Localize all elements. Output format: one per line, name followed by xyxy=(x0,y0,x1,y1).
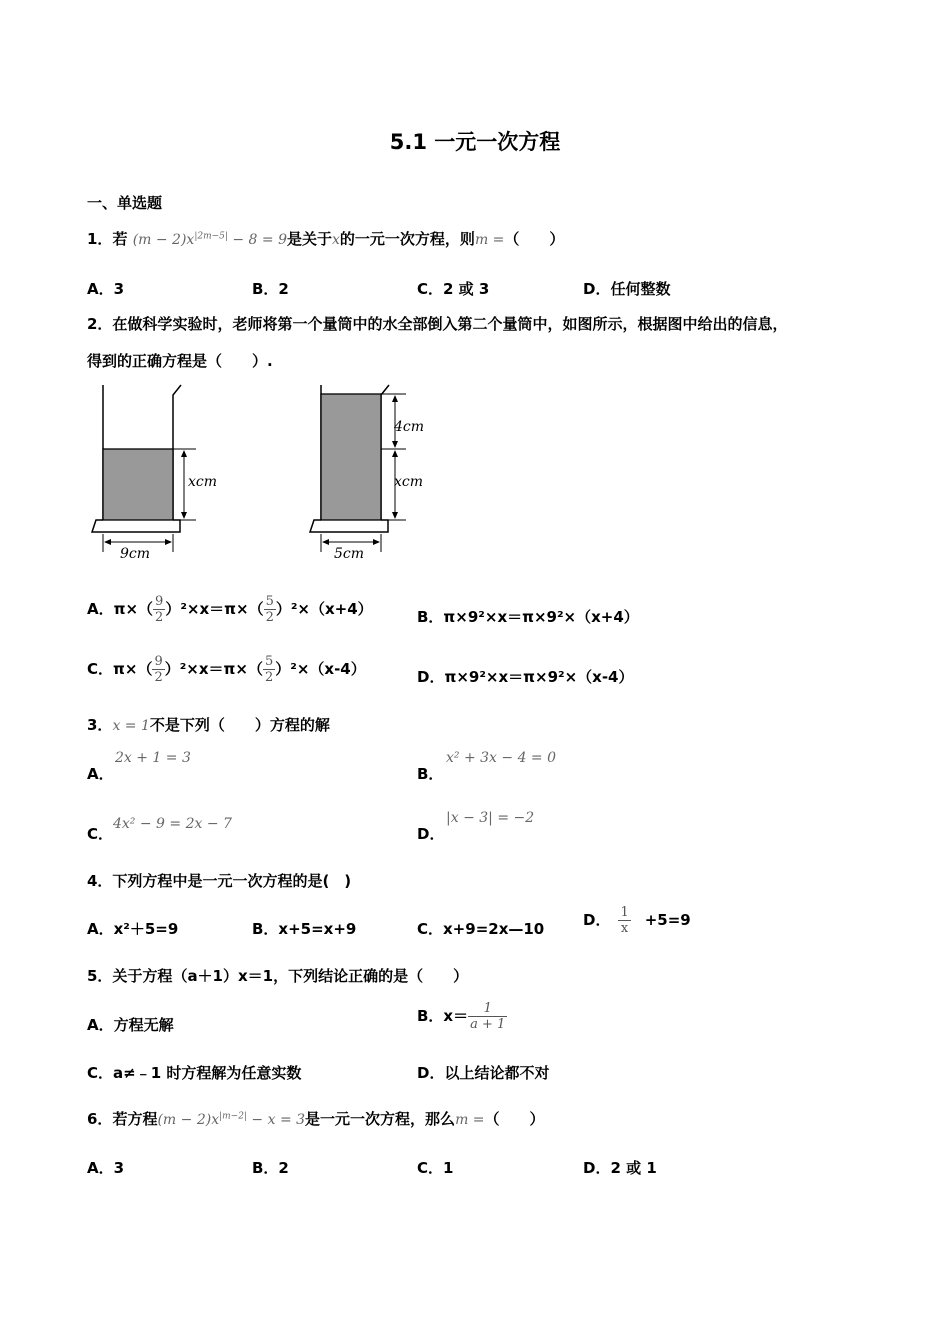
fraction: $\frac{5}{2}$ xyxy=(265,594,274,625)
q6-option-a: A．3 xyxy=(87,1159,125,1177)
cylinder-figure-2 xyxy=(308,380,448,565)
fig2-width-label: 5cm xyxy=(334,546,365,562)
fraction: $\frac{1}{a + 1}$ xyxy=(470,1001,506,1032)
q6-option-c: C．1 xyxy=(417,1159,454,1177)
q4-option-c: C．x+9=2x—10 xyxy=(417,920,545,938)
q5-option-c: C．a≠﹣1 时方程解为任意实数 xyxy=(87,1064,302,1082)
q1-option-b: B．2 xyxy=(252,280,289,298)
q6-var: m = xyxy=(455,1112,485,1128)
q1-var: x xyxy=(332,232,340,248)
question-1 xyxy=(87,228,564,249)
fraction: $\frac{1}{x}$ xyxy=(620,905,629,936)
q6-equation: $(m - 2)x^{|m-2|} - x = 3$ xyxy=(157,1111,306,1128)
q6-option-d: D．2 或 1 xyxy=(583,1159,657,1177)
fraction: $\frac{9}{2}$ xyxy=(154,654,163,685)
q2-text-line2: 得到的正确方程是（ ）. xyxy=(87,352,273,370)
question-3: 3．x = 1不是下列（ ）方程的解 xyxy=(87,716,330,734)
fig1-width-label: 9cm xyxy=(120,546,151,562)
q5-option-d: D．以上结论都不对 xyxy=(417,1064,550,1082)
question-6: 6．若方程$(m - 2)x^{|m-2|} - x = 3$是一元一次方程，那么m =（ ） xyxy=(87,1110,545,1128)
q3-option-c: 4x² − 9 = 2x − 7 xyxy=(113,816,232,832)
q1-mid2: 的一元一次方程，则 xyxy=(339,230,475,248)
page-title: 5.1 一元一次方程 xyxy=(389,130,561,154)
q4-option-a: A．x²＋5=9 xyxy=(87,920,179,938)
q6-option-b: B．2 xyxy=(252,1159,289,1177)
q5-option-a: A．方程无解 xyxy=(87,1016,174,1034)
q3-option-b-label: B． xyxy=(417,765,444,783)
q3-option-d-label: D． xyxy=(417,825,445,843)
q1-number: 1． xyxy=(87,230,113,248)
q1-end: （ ） xyxy=(504,230,565,248)
fraction: $\frac{9}{2}$ xyxy=(155,594,164,625)
q1-var2: m = xyxy=(474,232,505,248)
q1-option-a: A．3 xyxy=(87,280,125,298)
fraction: $\frac{5}{2}$ xyxy=(264,654,274,685)
fig2-top-label: 4cm xyxy=(394,419,425,435)
question-4: 4．下列方程中是一元一次方程的是( ) xyxy=(87,872,352,890)
q3-option-b: x² + 3x − 4 = 0 xyxy=(446,750,557,766)
q3-option-a-label: A． xyxy=(87,765,114,783)
q2-option-d: D．π×9²×x＝π×9²×（x-4） xyxy=(417,668,634,686)
question-5: 5．关于方程（a＋1）x＝1，下列结论正确的是（ ） xyxy=(87,967,469,985)
q3-option-c-label: C． xyxy=(87,825,114,843)
q1-option-d: D．任何整数 xyxy=(583,280,671,298)
q1-mid: 是关于 xyxy=(287,230,333,248)
q3-option-a: 2x + 1 = 3 xyxy=(115,750,191,766)
q2-option-a: A．π×（ $\frac{9}{2}$ ）²×x＝π×（ $\frac{5}{2}$ ）²×（x+4） xyxy=(87,594,373,625)
q5-option-b: B．x＝ $\frac{1}{a + 1}$ xyxy=(417,1001,506,1032)
q4-option-d: D． $\frac{1}{x}$ +5=9 xyxy=(583,905,691,936)
fig1-height-label: xcm xyxy=(188,474,218,490)
q2-option-b: B．π×9²×x＝π×9²×（x+4） xyxy=(417,608,639,626)
q2-option-c: C．π×（ $\frac{9}{2}$ ）²×x＝π×（ $\frac{5}{2}$ ）²×（x-4） xyxy=(87,654,366,685)
cylinder-figure-1 xyxy=(88,380,248,565)
fig2-height-label: xcm xyxy=(394,474,424,490)
section-heading: 一、单选题 xyxy=(87,194,163,212)
q2-text-line1: 2．在做科学实验时，老师将第一个量筒中的水全部倒入第二个量筒中，如图所示，根据图中给出的信息， xyxy=(87,315,788,333)
q4-option-b: B．x+5=x+9 xyxy=(252,920,357,938)
q1-pre: 若 xyxy=(112,230,128,248)
q3-option-d: |x − 3| = −2 xyxy=(446,810,535,826)
q3-equation: x = 1 xyxy=(112,718,150,734)
q1-option-c: C．2 或 3 xyxy=(417,280,490,298)
q1-equation: $(m - 2)x^{|2m-5|} - 8 = 9$ xyxy=(132,231,287,248)
